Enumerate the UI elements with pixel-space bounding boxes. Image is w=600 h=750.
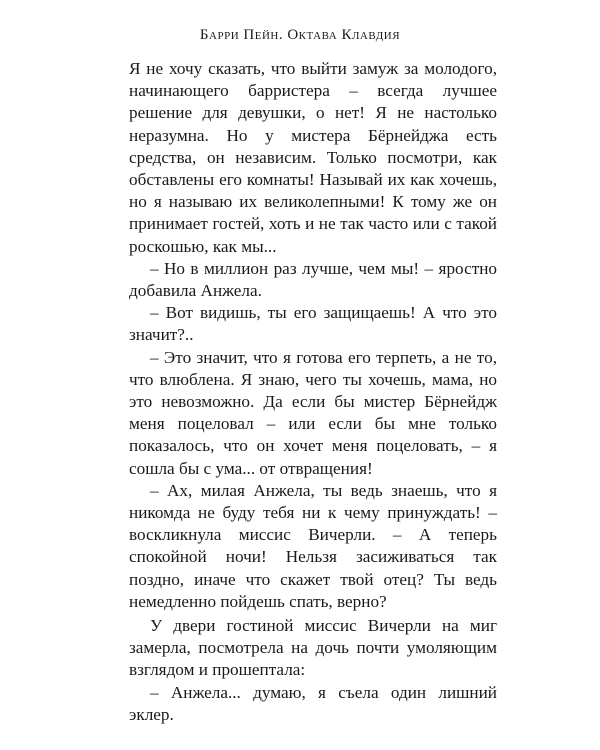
paragraph: – Анжела... думаю, я съела один лишний эклер. <box>129 682 497 724</box>
paragraph: – Но в миллион раз лучше, чем мы! – яростно добавила Анжела. <box>129 258 497 301</box>
paragraph: Я не хочу сказать, что выйти замуж за молодого, начинающего барристера – всегда лучшее решение для девушки, о нет! Я не настолько неразумна. Но у мистера Бёрнейджа есть средства, он независим. Только посмотри, как обставлены его комнаты! Называй их как хочешь, но я называю их великолепными! К тому же он принимает гостей, хоть и не так часто или с такой роскошью, как мы... <box>129 59 497 256</box>
paragraph: – Ах, милая Анжела, ты ведь знаешь, что я никомда не буду тебя ни к чему принуждать! – воскликнула миссис Вичерли. – А теперь спокойной ночи! Нельзя засиживаться так поздно, иначе что скажет твой отец? Ты ведь немедленно пойдешь спать, верно? <box>129 480 497 611</box>
body-text <box>129 58 497 726</box>
paragraph: – Вот видишь, ты его защищаешь! А что это значит?.. <box>129 303 497 345</box>
paragraph: – Это значит, что я готова его терпеть, а не то, что влюблена. Я знаю, чего ты хочешь, мама, но это невозможно. Да если бы мистер Бёрнейдж меня поцеловал – или если бы мне только показалось, что он хочет меня поцеловать, – я сошла бы с ума... от отвращения! <box>129 347 497 478</box>
running-head: Барри Пейн. Октава Клавдия <box>199 27 401 43</box>
paragraph: У двери гостиной миссис Вичерли на миг замерла, посмотрела на дочь почти умоляющим взглядом и прошептала: <box>129 616 497 680</box>
